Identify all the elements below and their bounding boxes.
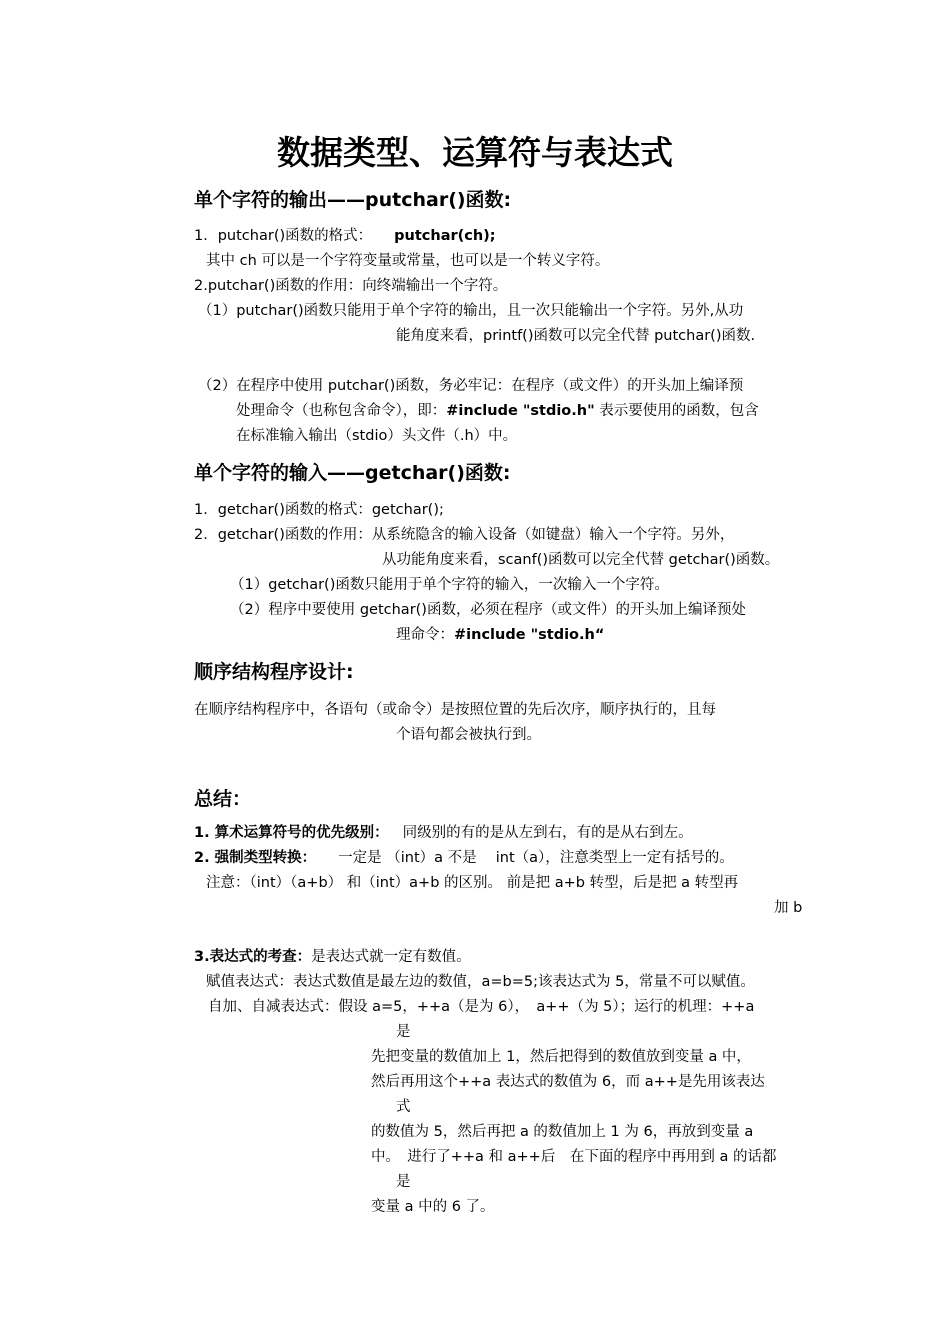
increment-expression-cont-2: 先把变量的数值加上 1，然后把得到的数值放到变量 a 中， xyxy=(371,1049,751,1065)
include-directive: #include "stdio.h" xyxy=(446,403,595,419)
putchar-note-2-cont xyxy=(236,401,759,421)
summary-point-1-label: 1. 算术运算符号的优先级别： xyxy=(194,825,389,841)
getchar-note-1: （1）getchar()函数只能用于单个字符的输入，一次输入一个字符。 xyxy=(230,577,669,593)
putchar-ch-desc: 其中 ch 可以是一个字符变量或常量，也可以是一个转义字符。 xyxy=(206,253,610,269)
summary-point-3-text: 是表达式就一定有数值。 xyxy=(311,949,471,965)
summary-point-2-label: 2. 强制类型转换： xyxy=(194,850,317,866)
putchar-format-code: putchar(ch); xyxy=(394,228,496,244)
summary-point-2-note: 注意：（int）（a+b） 和（int）a+b 的区别。 前是把 a+b 转型，后是把 a 转型再 xyxy=(206,875,739,891)
putchar-format-line xyxy=(194,226,496,246)
summary-point-2-note-cont: 加 b xyxy=(774,900,803,916)
summary-point-1-text: 同级别的有的是从左到右，有的是从右到左。 xyxy=(402,825,693,841)
getchar-note-2-cont xyxy=(396,625,604,645)
getchar-purpose-cont: 从功能角度来看，scanf()函数可以完全代替 getchar()函数。 xyxy=(382,552,780,568)
putchar-note-2: （2）在程序中使用 putchar()函数，务必牢记：在程序（或文件）的开头加上编译预 xyxy=(198,378,744,394)
putchar-purpose: 2.putchar()函数的作用：向终端输出一个字符。 xyxy=(194,278,508,294)
page-title: 数据类型、运算符与表达式 xyxy=(277,133,673,172)
summary-point-2 xyxy=(194,848,734,868)
putchar-note-2-end: 在标准输入输出（stdio）头文件（.h）中。 xyxy=(236,428,518,444)
increment-expression-cont-7: 是 xyxy=(396,1174,411,1190)
getchar-format: 1．getchar()函数的格式：getchar(); xyxy=(194,502,444,518)
increment-expression-cont-5: 的数值为 5，然后再把 a 的数值加上 1 为 6，再放到变量 a xyxy=(371,1124,754,1140)
summary-point-1 xyxy=(194,823,693,843)
sequence-desc-cont: 个语句都会被执行到。 xyxy=(396,727,541,743)
section-heading-putchar: 单个字符的输出——putchar()函数: xyxy=(194,189,512,211)
putchar-note-2-text-tail: 表示要使用的函数，包含 xyxy=(594,403,759,419)
assignment-expression: 赋值表达式：表达式数值是最左边的数值，a=b=5;该表达式为 5，常量不可以赋值。 xyxy=(206,974,755,990)
increment-expression-cont-6: 中。 进行了++a 和 a++后 在下面的程序中再用到 a 的话都 xyxy=(371,1149,777,1165)
putchar-note-1-cont: 能角度来看，printf()函数可以完全代替 putchar()函数. xyxy=(396,328,756,344)
summary-point-3-label: 3.表达式的考查： xyxy=(194,949,312,965)
putchar-note-1: （1）putchar()函数只能用于单个字符的输出，且一次只能输出一个字符。另外,从功 xyxy=(198,303,744,319)
getchar-purpose: 2．getchar()函数的作用：从系统隐含的输入设备（如键盘）输入一个字符。另外， xyxy=(194,527,735,543)
increment-expression-cont-1: 是 xyxy=(396,1024,411,1040)
summary-point-3 xyxy=(194,947,471,967)
getchar-include-directive: #include "stdio.h“ xyxy=(454,627,605,643)
section-heading-sequence: 顺序结构程序设计: xyxy=(194,661,354,683)
sequence-desc: 在顺序结构程序中，各语句（或命令）是按照位置的先后次序，顺序执行的，且每 xyxy=(194,702,716,718)
increment-expression-cont-8: 变量 a 中的 6 了。 xyxy=(371,1199,495,1215)
getchar-note-2-text: 理命令： xyxy=(396,627,454,643)
section-heading-summary: 总结： xyxy=(194,788,252,810)
increment-expression-cont-3: 然后再用这个++a 表达式的数值为 6，而 a++是先用该表达 xyxy=(371,1074,765,1090)
putchar-note-2-text: 处理命令（也称包含命令），即： xyxy=(236,403,447,419)
increment-expression: 自加、自减表达式：假设 a=5，++a（是为 6）， a++（为 5）；运行的机理：++a xyxy=(208,999,755,1015)
increment-expression-cont-4: 式 xyxy=(396,1099,411,1115)
getchar-note-2: （2）程序中要使用 getchar()函数，必须在程序（或文件）的开头加上编译预处 xyxy=(230,602,746,618)
section-heading-getchar: 单个字符的输入——getchar()函数: xyxy=(194,462,511,484)
summary-point-2-text: 一定是 （int）a 不是 int（a），注意类型上一定有括号的。 xyxy=(338,850,734,866)
putchar-format-label: 1．putchar()函数的格式： xyxy=(194,228,373,244)
